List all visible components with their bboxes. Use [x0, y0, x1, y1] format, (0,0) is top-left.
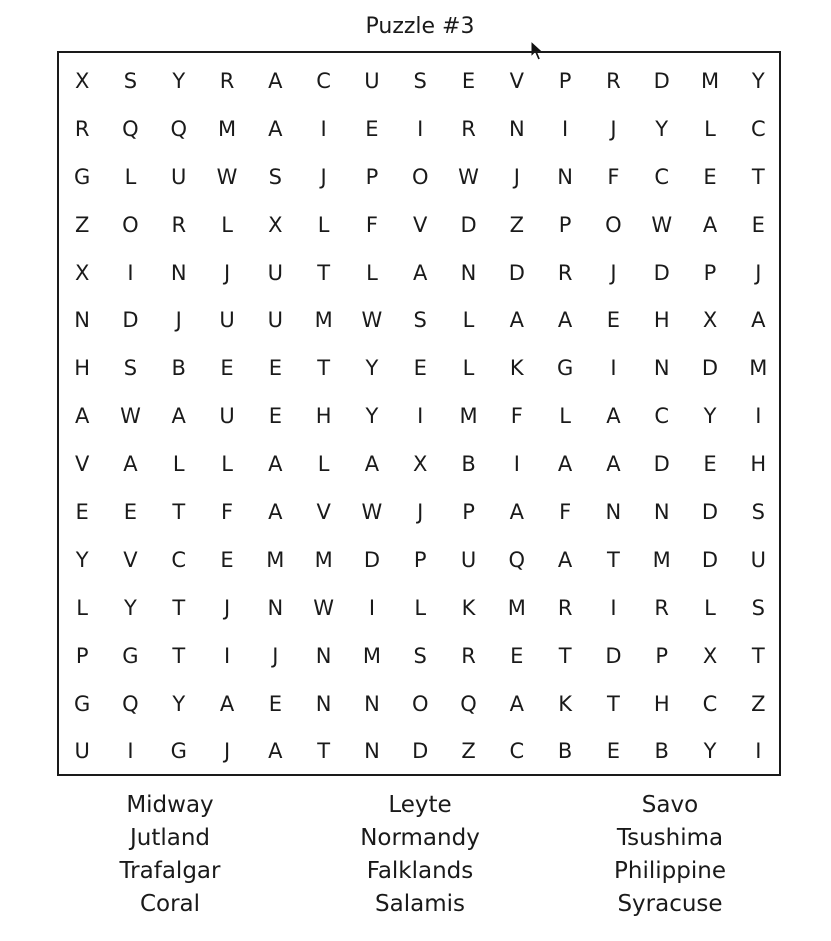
- grid-cell[interactable]: N: [508, 116, 525, 141]
- grid-cell[interactable]: R: [74, 116, 90, 141]
- grid-cell[interactable]: Z: [509, 212, 525, 237]
- grid-cell[interactable]: T: [172, 595, 186, 620]
- grid-cell[interactable]: J: [755, 260, 762, 285]
- word-item: Leyte: [388, 792, 452, 818]
- grid-cell[interactable]: O: [122, 212, 139, 237]
- grid-cell[interactable]: K: [558, 691, 572, 716]
- grid-cell[interactable]: J: [513, 164, 520, 189]
- grid-cell[interactable]: V: [509, 68, 524, 93]
- grid-cell[interactable]: J: [610, 116, 617, 141]
- grid-cell[interactable]: S: [268, 164, 282, 189]
- word-list-column-2: [320, 789, 520, 921]
- grid-cell[interactable]: P: [558, 212, 572, 237]
- grid-cell[interactable]: I: [368, 595, 376, 620]
- grid-cell[interactable]: Y: [655, 116, 669, 141]
- grid-cell[interactable]: A: [606, 404, 621, 429]
- grid-cell[interactable]: L: [366, 260, 378, 285]
- grid-cell[interactable]: T: [317, 739, 331, 764]
- grid-cell[interactable]: C: [702, 691, 718, 716]
- grid-cell[interactable]: T: [317, 356, 331, 381]
- grid-cell[interactable]: C: [171, 547, 187, 572]
- word-list-column-1: [70, 789, 270, 921]
- grid-cell[interactable]: M: [266, 547, 285, 572]
- grid-cell[interactable]: M: [314, 547, 333, 572]
- grid-cell[interactable]: S: [413, 308, 427, 333]
- grid-cell[interactable]: R: [606, 68, 621, 93]
- puzzle-title: Puzzle #3: [365, 14, 475, 39]
- grid-cell[interactable]: W: [361, 308, 383, 333]
- word-item: Jutland: [129, 825, 211, 851]
- grid-cell[interactable]: E: [703, 164, 717, 189]
- grid-cell[interactable]: A: [268, 116, 283, 141]
- grid-cell[interactable]: I: [755, 404, 762, 429]
- grid-cell[interactable]: A: [268, 68, 283, 93]
- grid-cell[interactable]: T: [607, 691, 620, 716]
- grid-cell[interactable]: D: [508, 260, 525, 285]
- grid-cell[interactable]: P: [558, 68, 572, 93]
- grid-cell[interactable]: T: [558, 643, 572, 668]
- grid-cell[interactable]: E: [606, 308, 621, 333]
- grid-cell[interactable]: E: [365, 116, 379, 141]
- grid-cell[interactable]: C: [509, 739, 525, 764]
- grid-cell[interactable]: T: [317, 260, 331, 285]
- word-item: Tsushima: [616, 825, 724, 851]
- grid-cell[interactable]: I: [755, 739, 762, 764]
- grid-cell[interactable]: Z: [74, 212, 90, 237]
- grid-cell[interactable]: O: [411, 164, 429, 189]
- grid-cell[interactable]: Y: [365, 356, 379, 381]
- word-item: Falklands: [366, 858, 474, 884]
- grid-cell[interactable]: N: [653, 499, 670, 524]
- grid-cell[interactable]: L: [124, 164, 137, 189]
- word-item: Normandy: [360, 825, 480, 851]
- grid-cell[interactable]: A: [413, 260, 428, 285]
- grid-cell[interactable]: Q: [508, 547, 526, 572]
- grid-cell[interactable]: T: [751, 164, 765, 189]
- grid-cell[interactable]: L: [414, 595, 427, 620]
- grid-cell[interactable]: J: [175, 308, 182, 333]
- grid-cell[interactable]: D: [122, 308, 139, 333]
- grid-cell[interactable]: Y: [124, 595, 137, 620]
- grid-cell[interactable]: N: [170, 260, 187, 285]
- grid-cell[interactable]: I: [417, 404, 424, 429]
- grid-cell[interactable]: A: [751, 308, 766, 333]
- grid-cell[interactable]: F: [559, 499, 572, 524]
- grid-cell[interactable]: Y: [703, 404, 717, 429]
- grid-cell[interactable]: C: [654, 164, 670, 189]
- grid-cell[interactable]: Q: [122, 116, 139, 141]
- grid-cell[interactable]: Q: [170, 116, 187, 141]
- grid-cell[interactable]: A: [268, 739, 283, 764]
- grid-cell[interactable]: N: [315, 691, 332, 716]
- grid-cell[interactable]: U: [460, 547, 477, 572]
- grid-cell[interactable]: L: [462, 308, 475, 333]
- grid-cell[interactable]: F: [220, 499, 234, 524]
- grid-cell[interactable]: D: [653, 260, 670, 285]
- grid-cell[interactable]: I: [513, 452, 520, 477]
- grid-cell[interactable]: E: [268, 356, 282, 381]
- grid-cell[interactable]: A: [74, 404, 90, 429]
- grid-cell[interactable]: K: [509, 356, 524, 381]
- grid-cell[interactable]: S: [123, 68, 138, 93]
- grid-cell[interactable]: R: [557, 260, 573, 285]
- grid-cell[interactable]: B: [461, 452, 476, 477]
- word-list: [0, 789, 831, 929]
- grid-cell[interactable]: D: [653, 452, 670, 477]
- grid-cell[interactable]: S: [123, 356, 138, 381]
- grid-cell[interactable]: A: [171, 404, 186, 429]
- grid-cell[interactable]: T: [607, 547, 620, 572]
- grid-cell[interactable]: P: [413, 547, 427, 572]
- grid-cell[interactable]: L: [76, 595, 88, 620]
- grid-cell[interactable]: Y: [172, 68, 186, 93]
- grid-cell[interactable]: P: [703, 260, 717, 285]
- letter-grid[interactable]: [58, 57, 782, 775]
- grid-cell[interactable]: X: [702, 643, 718, 668]
- grid-cell[interactable]: O: [605, 212, 622, 237]
- grid-cell[interactable]: N: [315, 643, 332, 668]
- grid-cell[interactable]: E: [268, 404, 282, 429]
- grid-cell[interactable]: E: [75, 499, 89, 524]
- grid-cell[interactable]: R: [219, 68, 235, 93]
- word-list-column-3: [570, 789, 770, 921]
- grid-cell[interactable]: M: [459, 404, 478, 429]
- grid-cell[interactable]: E: [510, 643, 524, 668]
- grid-cell[interactable]: I: [127, 739, 134, 764]
- grid-cell[interactable]: Y: [703, 739, 717, 764]
- grid-cell[interactable]: O: [411, 691, 429, 716]
- grid-cell[interactable]: L: [559, 404, 571, 429]
- grid-cell[interactable]: N: [267, 595, 284, 620]
- grid-cell[interactable]: M: [652, 547, 671, 572]
- grid-cell[interactable]: T: [172, 499, 186, 524]
- grid-cell[interactable]: H: [315, 404, 332, 429]
- grid-cell[interactable]: U: [74, 739, 90, 764]
- grid-cell[interactable]: Q: [122, 691, 139, 716]
- grid-cell[interactable]: M: [362, 643, 381, 668]
- grid-cell[interactable]: R: [557, 595, 573, 620]
- grid-cell[interactable]: J: [610, 260, 617, 285]
- grid-cell[interactable]: H: [653, 691, 670, 716]
- grid-cell[interactable]: H: [653, 308, 670, 333]
- grid-cell[interactable]: U: [364, 68, 380, 93]
- grid-cell[interactable]: I: [223, 643, 231, 668]
- grid-cell[interactable]: L: [172, 452, 185, 477]
- grid-cell[interactable]: Z: [461, 739, 476, 764]
- grid-cell[interactable]: M: [314, 308, 333, 333]
- grid-cell[interactable]: B: [171, 356, 186, 381]
- grid-cell[interactable]: Y: [751, 68, 765, 93]
- grid-cell[interactable]: D: [460, 212, 477, 237]
- grid-cell[interactable]: E: [123, 499, 138, 524]
- grid-cell[interactable]: I: [562, 116, 569, 141]
- grid-cell[interactable]: A: [606, 452, 621, 477]
- grid-cell[interactable]: W: [458, 164, 479, 189]
- grid-cell[interactable]: Y: [365, 404, 379, 429]
- grid-cell[interactable]: N: [557, 164, 573, 189]
- grid-cell[interactable]: V: [123, 547, 138, 572]
- grid-cell[interactable]: A: [123, 452, 138, 477]
- word-item: Salamis: [375, 891, 465, 917]
- grid-cell[interactable]: D: [605, 643, 622, 668]
- grid-cell[interactable]: H: [74, 356, 91, 381]
- grid-cell[interactable]: Y: [75, 547, 89, 572]
- grid-cell[interactable]: Z: [751, 691, 766, 716]
- word-item: Midway: [126, 792, 214, 818]
- grid-cell[interactable]: A: [268, 499, 283, 524]
- grid-cell[interactable]: W: [651, 212, 673, 237]
- grid-cell[interactable]: P: [365, 164, 379, 189]
- grid-cell[interactable]: X: [268, 212, 283, 237]
- grid-cell[interactable]: I: [320, 116, 327, 141]
- grid-cell[interactable]: F: [365, 212, 378, 237]
- grid-cell[interactable]: I: [610, 595, 617, 620]
- grid-cell[interactable]: G: [170, 739, 187, 764]
- grid-cell[interactable]: W: [216, 164, 238, 189]
- grid-cell[interactable]: E: [606, 739, 621, 764]
- grid-cell[interactable]: L: [221, 212, 233, 237]
- grid-cell[interactable]: A: [268, 452, 283, 477]
- grid-cell[interactable]: P: [655, 643, 669, 668]
- grid-cell[interactable]: U: [750, 547, 766, 572]
- grid-cell[interactable]: V: [74, 452, 90, 477]
- grid-cell[interactable]: P: [75, 643, 89, 668]
- grid-cell[interactable]: M: [749, 356, 768, 381]
- grid-cell[interactable]: C: [750, 116, 766, 141]
- grid-cell[interactable]: V: [413, 212, 428, 237]
- grid-cell[interactable]: E: [461, 68, 476, 93]
- grid-cell[interactable]: A: [557, 308, 573, 333]
- grid-cell[interactable]: W: [361, 499, 383, 524]
- grid-cell[interactable]: T: [172, 643, 186, 668]
- grid-cell[interactable]: N: [653, 356, 670, 381]
- grid-cell[interactable]: X: [702, 308, 718, 333]
- grid-cell[interactable]: L: [704, 595, 716, 620]
- grid-cell[interactable]: D: [701, 356, 719, 381]
- grid-cell[interactable]: S: [413, 68, 427, 93]
- grid-cell[interactable]: R: [654, 595, 669, 620]
- grid-cell[interactable]: E: [413, 356, 427, 381]
- grid-cell[interactable]: V: [316, 499, 331, 524]
- grid-cell[interactable]: U: [219, 404, 235, 429]
- grid-cell[interactable]: B: [557, 739, 573, 764]
- word-item: Syracuse: [617, 891, 723, 917]
- grid-cell[interactable]: L: [462, 356, 475, 381]
- grid-cell[interactable]: L: [221, 452, 233, 477]
- grid-cell[interactable]: D: [363, 547, 381, 572]
- grid-cell[interactable]: X: [74, 68, 90, 93]
- grid-cell[interactable]: D: [412, 739, 429, 764]
- grid-cell[interactable]: J: [223, 739, 231, 764]
- grid-cell[interactable]: E: [703, 452, 717, 477]
- grid-cell[interactable]: F: [607, 164, 620, 189]
- grid-cell[interactable]: S: [413, 643, 427, 668]
- grid-cell[interactable]: N: [74, 308, 90, 333]
- grid-cell[interactable]: D: [701, 499, 719, 524]
- grid-cell[interactable]: T: [751, 643, 765, 668]
- grid-cell[interactable]: H: [750, 452, 767, 477]
- grid-cell[interactable]: M: [700, 68, 720, 93]
- grid-cell[interactable]: S: [751, 499, 765, 524]
- grid-cell[interactable]: A: [557, 547, 573, 572]
- grid-cell[interactable]: P: [462, 499, 475, 524]
- grid-cell[interactable]: E: [268, 691, 282, 716]
- letter-grid-frame: [57, 51, 781, 776]
- grid-cell[interactable]: A: [219, 691, 235, 716]
- grid-cell[interactable]: J: [223, 260, 231, 285]
- grid-cell[interactable]: R: [171, 212, 187, 237]
- grid-cell[interactable]: M: [507, 595, 526, 620]
- grid-cell[interactable]: Q: [460, 691, 477, 716]
- grid-cell[interactable]: N: [364, 739, 380, 764]
- grid-cell[interactable]: A: [509, 499, 524, 524]
- grid-cell[interactable]: A: [509, 308, 524, 333]
- grid-cell[interactable]: J: [223, 595, 231, 620]
- grid-cell[interactable]: X: [413, 452, 428, 477]
- grid-cell[interactable]: D: [653, 68, 670, 93]
- grid-cell[interactable]: L: [317, 212, 330, 237]
- grid-cell[interactable]: C: [654, 404, 670, 429]
- grid-cell[interactable]: W: [313, 595, 335, 620]
- grid-cell[interactable]: U: [171, 164, 187, 189]
- grid-cell[interactable]: I: [127, 260, 134, 285]
- grid-cell[interactable]: E: [220, 356, 234, 381]
- grid-cell[interactable]: G: [122, 643, 139, 668]
- word-item: Savo: [641, 792, 699, 818]
- grid-cell[interactable]: E: [751, 212, 765, 237]
- grid-cell[interactable]: J: [417, 499, 424, 524]
- grid-cell[interactable]: L: [704, 116, 716, 141]
- grid-cell[interactable]: F: [510, 404, 523, 429]
- grid-cell[interactable]: A: [364, 452, 380, 477]
- grid-cell[interactable]: U: [267, 308, 284, 333]
- grid-cell[interactable]: N: [605, 499, 622, 524]
- grid-cell[interactable]: E: [220, 547, 234, 572]
- grid-cell[interactable]: N: [364, 691, 380, 716]
- word-item: Coral: [139, 891, 201, 917]
- grid-cell[interactable]: D: [701, 547, 719, 572]
- grid-cell[interactable]: A: [557, 452, 573, 477]
- grid-cell[interactable]: I: [417, 116, 424, 141]
- grid-cell[interactable]: L: [317, 452, 330, 477]
- grid-cell[interactable]: A: [702, 212, 718, 237]
- grid-cell[interactable]: X: [74, 260, 90, 285]
- grid-cell[interactable]: Y: [172, 691, 186, 716]
- grid-cell[interactable]: R: [461, 643, 476, 668]
- word-item: Philippine: [614, 858, 726, 884]
- grid-cell[interactable]: I: [610, 356, 617, 381]
- grid-cell[interactable]: U: [219, 308, 235, 333]
- grid-cell[interactable]: W: [120, 404, 141, 429]
- grid-cell[interactable]: K: [461, 595, 476, 620]
- grid-cell[interactable]: C: [316, 68, 331, 93]
- grid-cell[interactable]: N: [460, 260, 477, 285]
- grid-cell[interactable]: B: [654, 739, 669, 764]
- grid-cell[interactable]: U: [267, 260, 284, 285]
- grid-cell[interactable]: J: [272, 643, 279, 668]
- grid-cell[interactable]: A: [509, 691, 524, 716]
- grid-cell[interactable]: G: [74, 164, 91, 189]
- grid-cell[interactable]: G: [74, 691, 91, 716]
- grid-cell[interactable]: R: [461, 116, 476, 141]
- grid-cell[interactable]: G: [556, 356, 574, 381]
- word-item: Trafalgar: [119, 858, 221, 884]
- grid-cell[interactable]: S: [751, 595, 765, 620]
- grid-cell[interactable]: J: [320, 164, 327, 189]
- grid-cell[interactable]: M: [217, 116, 237, 141]
